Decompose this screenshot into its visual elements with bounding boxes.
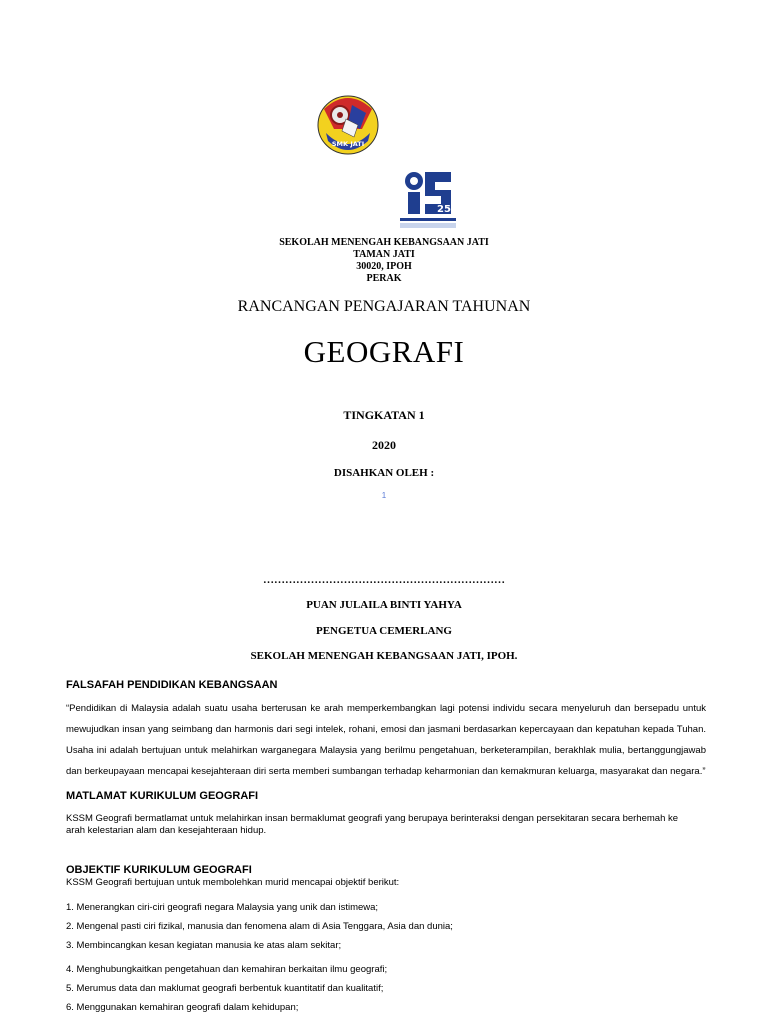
institution-emblem-logo xyxy=(399,168,457,230)
school-address-block xyxy=(0,237,768,285)
school-name-line: SEKOLAH MENENGAH KEBANGSAAN JATI xyxy=(279,237,489,248)
matlamat-line: arah kelestarian alam dan kesejahteraan hidup. xyxy=(66,825,267,836)
signature-line: ………………………………………………………… xyxy=(263,574,505,586)
matlamat-line: KSSM Geografi bermatlamat untuk melahirkan insan bermaklumat geografi yang berupaya berinteraksi dengan persekitaran secara berhemah ke xyxy=(66,813,679,824)
list-item: 5. Merumus data dan maklumat geografi berbentuk kuantitatif dan kualitatif; xyxy=(66,983,384,994)
school-logo-text: SMK JATI xyxy=(331,140,365,148)
objektif-intro: KSSM Geografi bertujuan untuk membolehkan murid mencapai objektif berikut: xyxy=(66,877,400,888)
list-item: 1. Menerangkan ciri-ciri geografi negara Malaysia yang unik dan istimewa; xyxy=(66,902,379,913)
objektif-heading: OBJEKTIF KURIKULUM GEOGRAFI xyxy=(66,864,252,876)
list-item: 4. Menghubungkaitkan pengetahuan dan kemahiran berkaitan ilmu geografi; xyxy=(66,964,388,975)
list-item: 6. Menggunakan kemahiran geografi dalam kehidupan; xyxy=(66,1002,299,1013)
school-crest-logo xyxy=(316,89,380,157)
matlamat-heading: MATLAMAT KURIKULUM GEOGRAFI xyxy=(66,790,259,802)
approved-by-label: DISAHKAN OLEH : xyxy=(333,467,435,479)
list-item: 3. Membincangkan kesan kegiatan manusia ke atas alam sekitar; xyxy=(66,940,342,951)
academic-year: 2020 xyxy=(372,438,396,452)
school-postcode-line: 30020, IPOH xyxy=(356,261,412,272)
matlamat-paragraph xyxy=(66,813,706,837)
falsafah-heading: FALSAFAH PENDIDIKAN KEBANGSAAN xyxy=(66,679,278,691)
school-area-line: TAMAN JATI xyxy=(353,249,415,260)
list-item: 2. Mengenal pasti ciri fizikal, manusia dan fenomena alam di Asia Tenggara, Asia dan dunia; xyxy=(66,921,453,932)
principal-position: PENGETUA CEMERLANG xyxy=(316,625,452,637)
signature-school-name: SEKOLAH MENENGAH KEBANGSAAN JATI, IPOH. xyxy=(250,650,518,662)
note-mark: 1 xyxy=(381,491,387,500)
emblem-number: 25 xyxy=(437,204,451,215)
document-title: RANCANGAN PENGAJARAN TAHUNAN xyxy=(237,298,531,315)
objektif-list-a xyxy=(66,898,716,955)
principal-name: PUAN JULAILA BINTI YAHYA xyxy=(306,599,462,611)
objektif-list-b xyxy=(66,960,716,1017)
form-level: TINGKATAN 1 xyxy=(343,408,425,422)
school-state-line: PERAK xyxy=(366,273,402,284)
subject-title: GEOGRAFI xyxy=(303,334,465,369)
falsafah-paragraph: “Pendidikan di Malaysia adalah suatu usaha berterusan ke arah memperkembangkan lagi potensi individu secara menyeluruh dan bersepadu untuk mewujudkan insan yang seimbang dan harmonis dari segi intelek, rohani, emosi dan jasmani berdasarkan kepercayaan dan kepatuhan kepada Tuhan. Usaha ini adalah bertujuan untuk melahirkan warganegara Malaysia yang berilmu pengetahuan, berketerampilan, berakhlak mulia, bertanggungjawab dan berkeupayaan mencapai kesejahteraan diri serta memberi sumbangan terhadap keharmonian dan kemakmuran keluarga, masyarakat dan negara.” xyxy=(66,703,706,777)
